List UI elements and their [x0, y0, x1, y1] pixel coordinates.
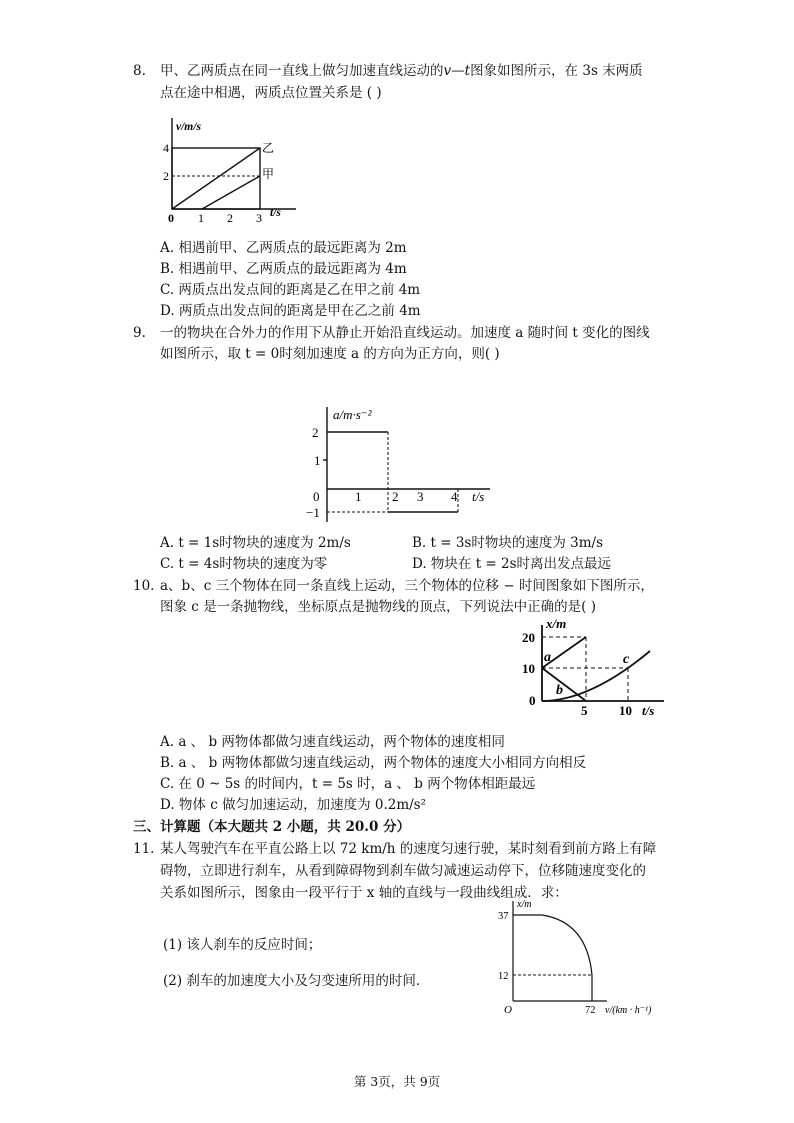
q10-x-label: t/s: [642, 703, 655, 718]
q8-line1: [160, 60, 643, 82]
q11-figure: [495, 897, 670, 1017]
section-title: 三、计算题（本大题共 2 小题，共 20.0 分）: [133, 819, 411, 835]
q11-line3: 关系如图所示，图象由一段平行于 x 轴的直线与一段曲线组成．求：: [160, 885, 568, 901]
q8-xtick-0: 0: [168, 211, 174, 222]
q8-figure: [150, 112, 300, 222]
q9-xtick-2: 2: [392, 489, 399, 504]
q9-xtick-3: 3: [417, 489, 424, 504]
q8-line2: 点在途中相遇，两质点位置关系是 ( ): [160, 85, 382, 101]
q11-line1: 某人驾驶汽车在平直公路上以 72 km/h 的速度匀速行驶，某时刻看到前方路上有障: [160, 841, 657, 857]
q11-sub2: (2) 刹车的加速度大小及匀变速所用的时间．: [163, 973, 430, 989]
q10-ytick-10: 10: [522, 661, 535, 676]
q10-label-c: c: [623, 652, 630, 667]
q11-origin: O: [504, 1004, 512, 1016]
q10-option-a: A. a 、 b 两物体都做匀速直线运动，两个物体的速度相同: [160, 734, 505, 750]
q9-y-label: a/m·s⁻²: [333, 407, 372, 422]
q10-ytick-0: 0: [529, 693, 536, 708]
q8-option-b: B. 相遇前甲、乙两质点的最远距离为 4m: [160, 261, 407, 277]
q10-y-label: x/m: [546, 616, 567, 631]
q11-ytick-37: 37: [498, 911, 509, 922]
q10-label-a: a: [544, 650, 551, 665]
q8-line1-t: 3s: [582, 63, 598, 79]
q11-x-label: v/(km · h⁻¹): [605, 1005, 652, 1016]
q11-sub1: (1) 该人刹车的反应时间；: [163, 937, 322, 953]
q9-figure: [300, 397, 500, 527]
q10-label-b: b: [556, 683, 563, 698]
q8-ytick-4: 4: [163, 141, 169, 155]
q10-xtick-5: 5: [581, 703, 588, 718]
q10-ytick-20: 20: [522, 630, 535, 645]
q9-xtick-4: 4: [451, 489, 458, 504]
q8-line1-b: 图象如图所示，在: [470, 63, 579, 79]
q8-option-d: D. 两质点出发点间的距离是甲在乙之前 4m: [160, 303, 421, 319]
q8-number: 8.: [133, 63, 146, 79]
q9-x-label: t/s: [472, 489, 485, 504]
q9-option-c: C. t = 4s时物块的速度为零: [160, 556, 328, 572]
q8-label-yi: 乙: [262, 141, 275, 155]
q9-option-d: D. 物块在 t = 2s时离出发点最远: [412, 556, 612, 572]
q10-line1: a、b、c 三个物体在同一条直线上运动，三个物体的位移 − 时间图象如下图所示，: [160, 578, 654, 594]
q9-line1: 一的物块在合外力的作用下从静止开始沿直线运动。加速度 a 随时间 t 变化的图线: [160, 325, 650, 341]
q9-option-b: B. t = 3s时物块的速度为 3m/s: [412, 535, 603, 551]
q11-curve: [542, 915, 592, 975]
q8-y-label: v/m/s: [176, 121, 201, 133]
q8-option-c: C. 两质点出发点间的距离是乙在甲之前 4m: [160, 282, 421, 298]
q8-xtick-2: 2: [227, 211, 233, 222]
q8-ytick-2: 2: [163, 169, 169, 183]
q9-ytick-neg1: −1: [306, 505, 320, 520]
q9-option-a: A. t = 1s时物块的速度为 2m/s: [160, 535, 351, 551]
q8-xtick-3: 3: [256, 211, 262, 222]
q11-number: 11.: [133, 841, 155, 857]
q9-line2: 如图所示，取 t = 0时刻加速度 a 的方向为正方向，则( ): [160, 346, 500, 362]
q11-ytick-12: 12: [498, 971, 509, 982]
q10-option-d: D. 物体 c 做匀加速运动，加速度为 0.2m/s²: [160, 797, 427, 813]
q8-line-jia: [202, 176, 260, 209]
q8-line1-a: 甲、乙两质点在同一直线上做匀加速直线运动的: [160, 63, 444, 79]
q9-ytick-2: 2: [312, 425, 319, 440]
q10-number: 10.: [133, 578, 155, 594]
q10-option-c: C. 在 0 ~ 5s 的时间内，t = 5s 时，a 、 b 两个物体相距最远: [160, 776, 536, 792]
q9-number: 9.: [133, 325, 146, 341]
q9-ytick-1: 1: [314, 453, 321, 468]
q8-option-a: A. 相遇前甲、乙两质点的最远距离为 2m: [160, 240, 407, 256]
q8-label-jia: 甲: [262, 167, 275, 181]
q10-line2: 图象 c 是一条抛物线，坐标原点是抛物线的顶点，下列说法中正确的是( ): [160, 599, 596, 615]
q11-line2: 碍物，立即进行刹车，从看到障碍物到刹车做匀减速运动停下，位移随速度变化的: [160, 863, 646, 879]
q11-y-label: x/m: [517, 899, 532, 910]
q8-line1-var: v—t: [443, 63, 471, 79]
q9-xtick-0: 0: [313, 489, 320, 504]
q10-figure: [520, 613, 680, 719]
q8-x-label: t/s: [270, 207, 281, 219]
q10-line-b: [542, 668, 586, 701]
q9-xtick-1: 1: [355, 489, 362, 504]
q10-option-b: B. a 、 b 两物体都做匀速直线运动，两个物体的速度大小相同方向相反: [160, 755, 587, 771]
q8-line1-c: 末两质: [602, 63, 643, 79]
q11-xtick-72: 72: [585, 1005, 596, 1016]
q10-xtick-10: 10: [619, 703, 632, 718]
q8-xtick-1: 1: [198, 211, 204, 222]
page-footer: 第 3页，共 9页: [353, 1074, 441, 1089]
q8-line-yi: [172, 148, 260, 209]
